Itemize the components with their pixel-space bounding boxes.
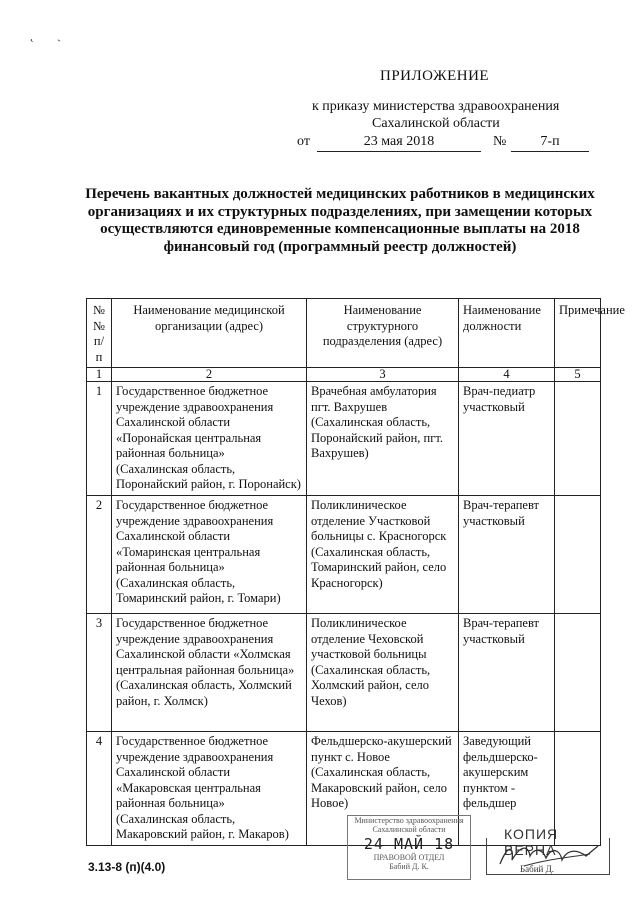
unit-cell: Поликлиническое отделение Участковой больницы с. Красногорск (Сахалинская область, Томаринский район, село Красногорск) bbox=[307, 496, 459, 614]
number-label: № bbox=[493, 134, 507, 149]
order-reference-line2: Сахалинской области bbox=[372, 116, 500, 131]
stamp-department-line: ПРАВОВОЙ ОТДЕЛ bbox=[373, 853, 445, 862]
column-number-row bbox=[87, 368, 601, 382]
col-header-position: Наименование должности bbox=[459, 299, 555, 368]
stamp-person-line: Бабий Д. К. bbox=[389, 862, 429, 871]
position-cell: Врач-терапевт участковый bbox=[459, 496, 555, 614]
unit-cell: Врачебная амбулатория пгт. Вахрушев (Сахалинская область, Поронайский район, пгт. Вахрушев) bbox=[307, 382, 459, 496]
table-row bbox=[87, 614, 601, 732]
row-number: 2 bbox=[87, 496, 112, 614]
copy-verified-label: КОПИЯ ВЕРНА bbox=[504, 826, 559, 858]
position-cell: Врач-педиатр участковый bbox=[459, 382, 555, 496]
unit-cell: Поликлиническое отделение Чеховской участковой больницы (Сахалинская область, Холмский район, село Чехов) bbox=[307, 614, 459, 732]
vacancy-table bbox=[86, 298, 625, 846]
table-header-row bbox=[87, 299, 601, 368]
note-cell bbox=[555, 614, 601, 732]
scan-marks: ˛ ˎ bbox=[30, 28, 71, 42]
col-header-unit: Наименование структурного подразделения (адрес) bbox=[307, 299, 459, 368]
column-number: 4 bbox=[459, 368, 555, 382]
position-cell: Врач-терапевт участковый bbox=[459, 614, 555, 732]
stamp-ministry-line: Министерство здравоохранения bbox=[354, 816, 464, 825]
organization-cell: Государственное бюджетное учреждение здравоохранения Сахалинской области «Поронайская центральная районная больница» (Сахалинская область, Поронайский район, г. Поронайск) bbox=[112, 382, 307, 496]
col-header-note: Примечание bbox=[555, 299, 601, 368]
row-number: 1 bbox=[87, 382, 112, 496]
column-number: 3 bbox=[307, 368, 459, 382]
from-label: от bbox=[297, 134, 310, 149]
table-row bbox=[87, 382, 601, 496]
order-date: 23 мая 2018 bbox=[363, 134, 435, 149]
date-underline bbox=[317, 151, 481, 152]
received-stamp bbox=[347, 815, 471, 880]
column-number: 2 bbox=[112, 368, 307, 382]
position-cell: Заведующий фельдшерско-акушерским пунктом - фельдшер bbox=[459, 732, 555, 846]
organization-cell: Государственное бюджетное учреждение здравоохранения Сахалинской области «Холмская центральная районная больница» (Сахалинская область, Холмский район, г. Холмск) bbox=[112, 614, 307, 732]
row-number: 4 bbox=[87, 732, 112, 846]
order-number: 7-п bbox=[540, 134, 560, 149]
appendix-title: ПРИЛОЖЕНИЕ bbox=[380, 68, 490, 84]
organization-cell: Государственное бюджетное учреждение здравоохранения Сахалинской области «Томаринская центральная районная больница» (Сахалинская область, Томаринский район, г. Томари) bbox=[112, 496, 307, 614]
document-code: 3.13-8 (п)(4.0) bbox=[88, 860, 166, 874]
order-reference-line1: к приказу министерства здравоохранения bbox=[312, 99, 560, 114]
organization-cell: Государственное бюджетное учреждение здравоохранения Сахалинской области «Макаровская центральная районная больница» (Сахалинская область, Макаровский район, г. Макаров) bbox=[112, 732, 307, 846]
order-date-number-row bbox=[297, 134, 597, 154]
stamp-signer-name: Бабий Д. bbox=[520, 864, 555, 874]
document-heading: Перечень вакантных должностей медицинских работников в медицинских организациях и их структурных подразделениях, при замещении которых осуществляются единовременные компенсационные выплаты на 2018 финансовый год (программный реестр должностей) bbox=[85, 186, 595, 255]
row-number: 3 bbox=[87, 614, 112, 732]
column-number: 1 bbox=[87, 368, 112, 382]
stamp-region-line: Сахалинской области bbox=[372, 825, 446, 834]
unit-cell: Фельдшерско-акушерский пункт с. Новое (Сахалинская область, Макаровский район, село Новое) bbox=[307, 732, 459, 846]
col-header-organization: Наименование медицинской организации (адрес) bbox=[112, 299, 307, 368]
note-cell bbox=[555, 496, 601, 614]
column-number: 5 bbox=[555, 368, 601, 382]
number-underline bbox=[511, 151, 589, 152]
note-cell bbox=[555, 382, 601, 496]
copy-certified-stamp bbox=[486, 826, 614, 876]
col-header-number: № № п/ п bbox=[87, 299, 112, 368]
table-row bbox=[87, 496, 601, 614]
stamp-date: 24 МАЙ 18 bbox=[363, 835, 455, 853]
